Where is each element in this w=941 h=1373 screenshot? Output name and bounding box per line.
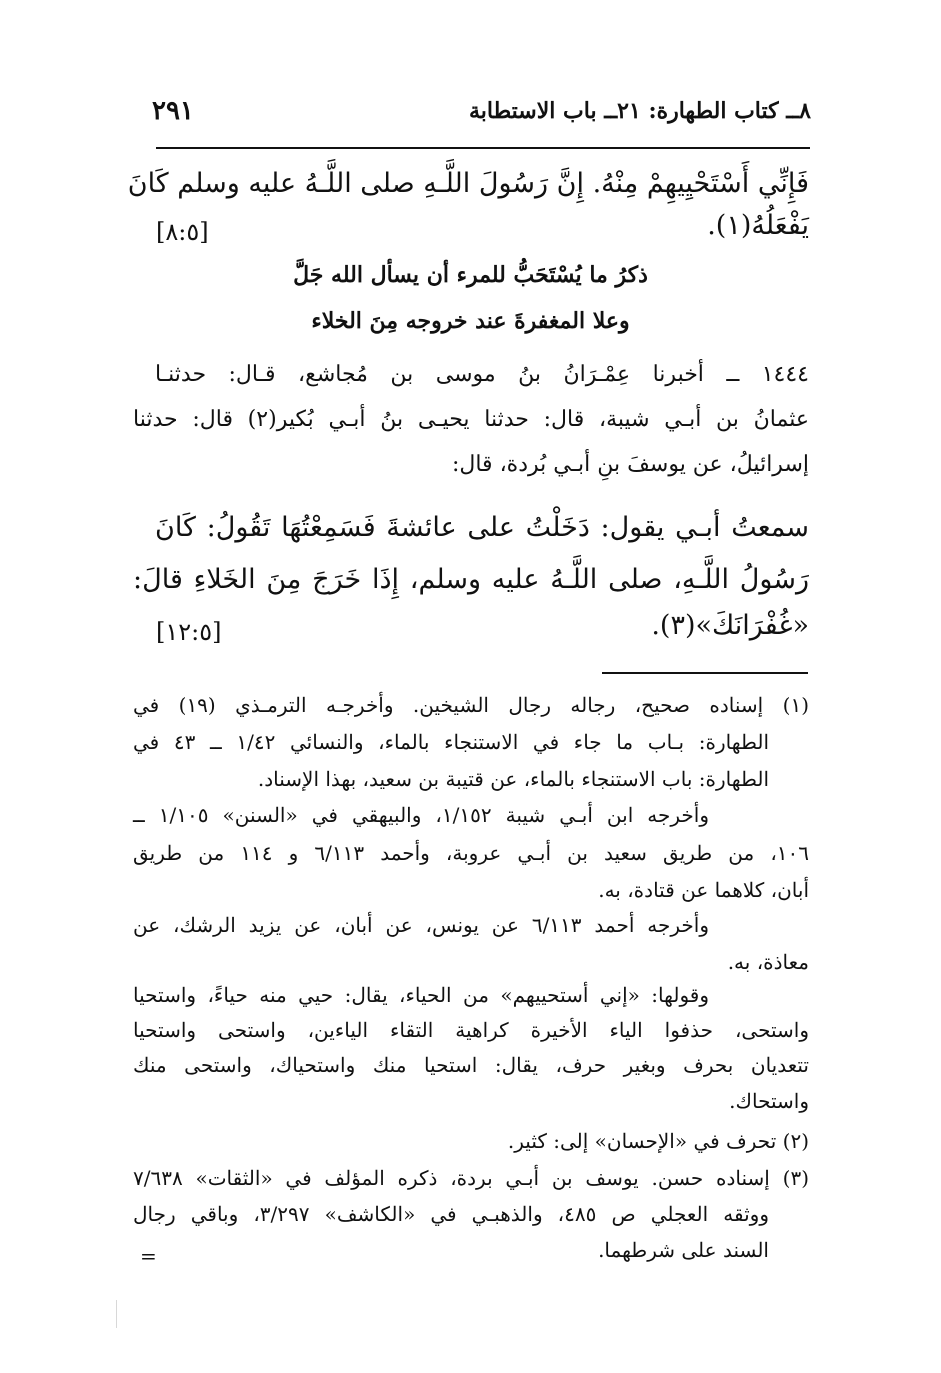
- hadith-prev-line-2: يَفْعَلُهُ(١).: [707, 210, 809, 241]
- footnote-1-line-7: وأخرجه أحمد ٦/١١٣ عن يونس، عن أبان، عن يزيد الرشك، عن: [133, 913, 709, 937]
- chapter-heading-line-2: وعلا المغفرةَ عند خروجه مِنَ الخلاء: [311, 308, 630, 334]
- chapter-heading-line-1: ذكرُ ما يُسْتَحَبُّ للمرء أن يسأل الله جَلَّ: [293, 262, 648, 288]
- matn-line-2: رَسُولُ اللَّـهِ، صلى اللَّـهُ عليه وسلم، إِذَا خَرَجَ مِنَ الخَلاءِ قالَ:: [133, 564, 809, 595]
- isnad-line-2: عثمانُ بن أبـي شيبة، قال: حدثنا يحيـى بنُ أبـي بُكير(٢) قال: حدثنا: [133, 407, 809, 432]
- footnote-1-line-12: واستحاك.: [729, 1089, 809, 1113]
- matn-line-3: «غُفْرَانَكَ»(٣).: [651, 610, 809, 641]
- footnote-1-line-1: (١) إسناده صحيح، رجاله رجال الشيخين. وأخرجـه الترمـذي (١٩) في: [133, 693, 809, 717]
- footnote-1-line-4: وأخرجه ابن أبـي شيبة ١/١٥٢، والبيهقي في «السنن» ١/١٠٥ ــ: [133, 803, 709, 827]
- footnote-1-line-10: واستحى، حذفوا الياء الأخيرة كراهية التقاء الياءين، واستحى واستحيا: [133, 1018, 809, 1042]
- isnad-line-1: ١٤٤٤ ــ أخبرنا عِمْـرَانُ بنُ موسى بن مُجاشع، قـال: حدثنـا: [155, 362, 809, 387]
- footnote-1-line-11: تتعديان بحرف وبغير حرف، يقال: استحيا منك واستحياك، واستحى منك: [133, 1053, 809, 1077]
- footnote-2: (٢) تحرف في «الإحسان» إلى: كثير.: [507, 1129, 809, 1153]
- footnote-1-line-6: أبان، كلاهما عن قتادة، به.: [598, 878, 809, 902]
- hadith-prev-reference: [٨:٥]: [156, 218, 209, 246]
- footnote-1-line-5: ١٠٦، من طريق سعيد بن أبـي عروبة، وأحمد ٦/١١٣ و ١١٤ من طريق: [133, 841, 810, 865]
- matn-line-1: سمعتُ أبـي يقول: دَخَلْتُ على عائشةَ فَسَمِعْتُهَا تَقُولُ: كَانَ: [155, 512, 809, 543]
- footnote-1-line-2: الطهارة: بـاب ما جاء في الاستنجاء بالماء، والنسائي ١/٤٢ ــ ٤٣ في: [133, 730, 770, 754]
- footnote-1-line-3: الطهارة: باب الاستنجاء بالماء، عن قتيبة بن سعيد، بهذا الإسناد.: [257, 767, 769, 791]
- scan-mark: [116, 1300, 117, 1328]
- running-title: ٨ــ كتاب الطهارة: ٢١ــ باب الاستطابة: [469, 98, 811, 124]
- footnote-3-line-3: السند على شرطهما.: [598, 1238, 769, 1262]
- footnote-1-line-9: وقولها: «إني أستحييهم» من الحياء، يقال: حيي منه حياءً، واستحيا: [133, 983, 709, 1007]
- hadith-reference: [١٢:٥]: [156, 618, 222, 646]
- continuation-mark: =: [140, 1244, 157, 1268]
- page-number: ٢٩١: [152, 96, 194, 126]
- footnote-1-line-8: معاذة، به.: [727, 950, 809, 974]
- footnote-separator: [602, 672, 808, 674]
- isnad-line-3: إسرائيلُ، عن يوسفَ بنِ أبـي بُردة، قال:: [451, 452, 809, 477]
- footnote-3-line-2: ووثقه العجلي ص ٤٨٥، والذهبـي في «الكاشف» ٣/٢٩٧، وباقي رجال: [133, 1202, 769, 1226]
- footnote-3-line-1: (٣) إسناده حسن. يوسف بن أبـي بردة، ذكره المؤلف في «الثقات» ٧/٦٣٨: [133, 1166, 809, 1190]
- header-rule: [156, 147, 810, 149]
- hadith-prev-line-1: فَإِنِّي أَسْتَحْيِيهِمْ مِنْهُ. إِنَّ رَسُولَ اللَّـهِ صلى اللَّـهُ عليه وسلم كَانَ: [127, 168, 809, 199]
